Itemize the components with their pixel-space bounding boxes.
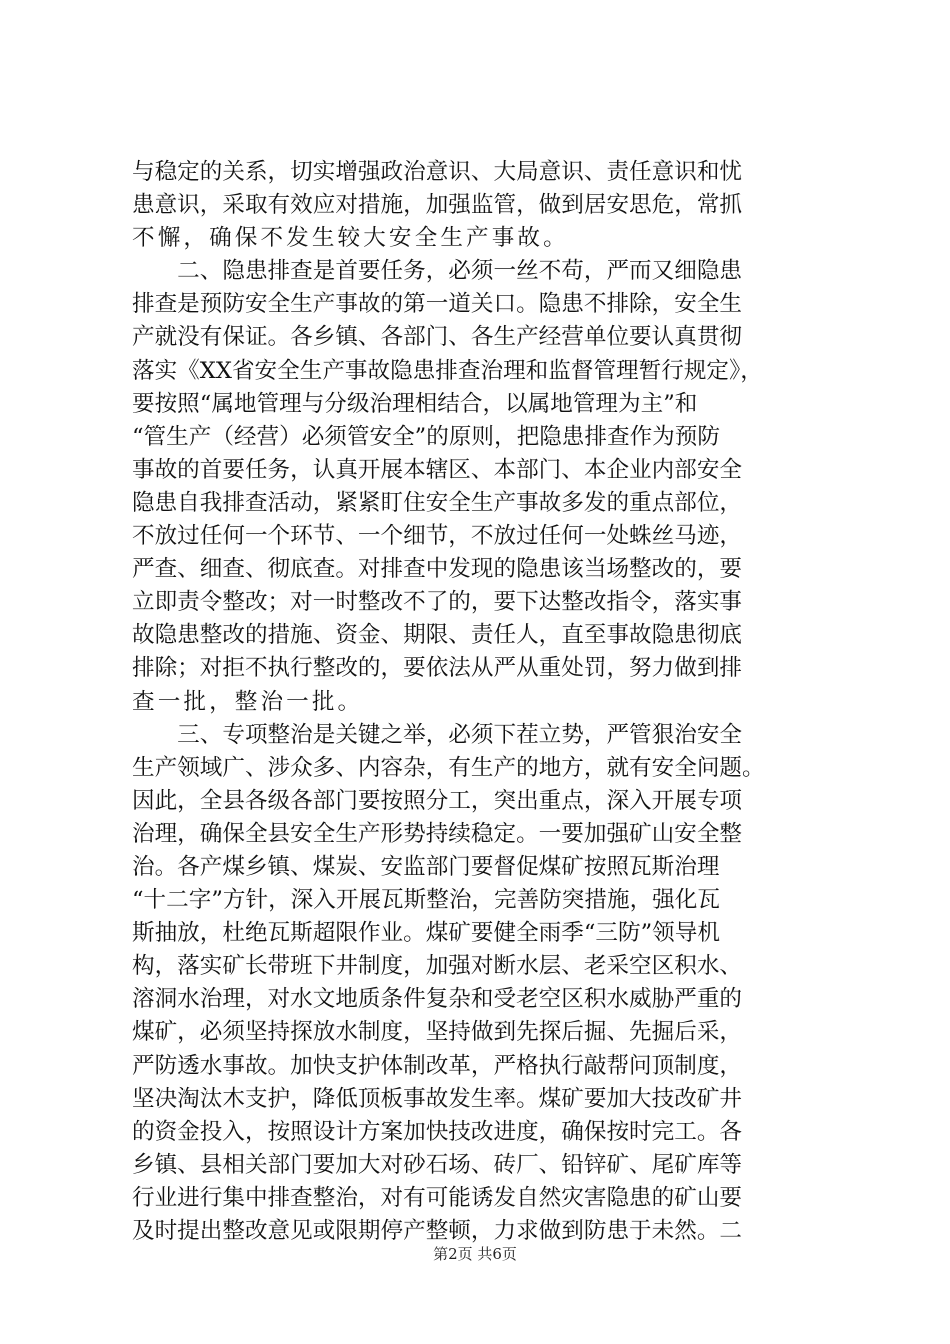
text-line: 严防透水事故。加快支护体制改革，严格执行敲帮问顶制度， (132, 1052, 743, 1079)
text-line: 故隐患整改的措施、资金、期限、责任人，直至事故隐患彻底 (132, 622, 743, 649)
text-line: 患意识，采取有效应对措施，加强监管，做到居安思危，常抓 (132, 192, 743, 219)
text-line: 煤矿，必须坚持探放水制度，坚持做到先探后掘、先掘后采， (132, 1019, 743, 1046)
text-line: 排查是预防安全生产事故的第一道关口。隐患不排除，安全生 (132, 291, 743, 318)
text-line: 产就没有保证。各乡镇、各部门、各生产经营单位要认真贯彻 (132, 324, 743, 351)
text-line: 治。各产煤乡镇、煤炭、安监部门要督促煤矿按照瓦斯治理 (132, 853, 720, 880)
text-line: 隐患自我排查活动，紧紧盯住安全生产事故多发的重点部位， (132, 489, 743, 516)
text-line: “十二字”方针，深入开展瓦斯整治，完善防突措施，强化瓦 (132, 887, 720, 914)
text-line: 三、专项整治是关键之举，必须下茬立势，严管狠治安全 (132, 721, 743, 748)
text-line: 的资金投入，按照设计方案加快技改进度，确保按时完工。各 (132, 1118, 743, 1145)
text-line: “管生产（经营）必须管安全”的原则，把隐患排查作为预防 (132, 423, 720, 450)
text-line: 落实《XX省安全生产事故隐患排查治理和监督管理暂行规定》， (132, 357, 763, 384)
text-line: 行业进行集中排查整治，对有可能诱发自然灾害隐患的矿山要 (132, 1184, 743, 1211)
text-line: 查一批，整治一批。 (132, 688, 364, 715)
text-line: 坚决淘汰木支护，降低顶板事故发生率。煤矿要加大技改矿井 (132, 1085, 743, 1112)
text-line: 严查、细查、彻底查。对排查中发现的隐患该当场整改的，要 (132, 556, 743, 583)
text-line: 要按照“属地管理与分级治理相结合，以属地管理为主”和 (132, 390, 698, 417)
page-number-label: 第2页 共6页 (433, 1245, 517, 1263)
text-line: 生产领域广、涉众多、内容杂，有生产的地方，就有安全问题。 (132, 754, 765, 781)
text-line: 溶洞水治理，对水文地质条件复杂和受老空区积水威胁严重的 (132, 986, 743, 1013)
text-line: 及时提出整改意见或限期停产整顿，力求做到防患于未然。二 (132, 1218, 743, 1244)
text-line: 不放过任何一个环节、一个细节，不放过任何一处蛛丝马迹， (132, 523, 743, 550)
text-line: 排除；对拒不执行整改的，要依法从严从重处罚，努力做到排 (132, 655, 743, 682)
body-text (132, 156, 828, 1248)
text-line: 因此，全县各级各部门要按照分工，突出重点，深入开展专项 (132, 787, 743, 814)
text-line: 事故的首要任务，认真开展本辖区、本部门、本企业内部安全 (132, 456, 743, 483)
text-line: 斯抽放，杜绝瓦斯超限作业。煤矿要健全雨季“三防”领导机 (132, 920, 720, 947)
text-line: 治理，确保全县安全生产形势持续稳定。一要加强矿山安全整 (132, 820, 743, 847)
text-line: 不懈，确保不发生较大安全生产事故。 (132, 225, 569, 252)
text-line: 乡镇、县相关部门要加大对砂石场、砖厂、铅锌矿、尾矿库等 (132, 1151, 743, 1178)
text-line: 立即责令整改；对一时整改不了的，要下达整改指令，落实事 (132, 589, 743, 616)
text-line: 构，落实矿长带班下井制度，加强对断水层、老采空区积水、 (132, 953, 743, 980)
text-line: 与稳定的关系，切实增强政治意识、大局意识、责任意识和忧 (132, 159, 743, 185)
text-line: 二、隐患排查是首要任务，必须一丝不苟，严而又细隐患 (132, 258, 743, 285)
page-footer (0, 1244, 950, 1264)
